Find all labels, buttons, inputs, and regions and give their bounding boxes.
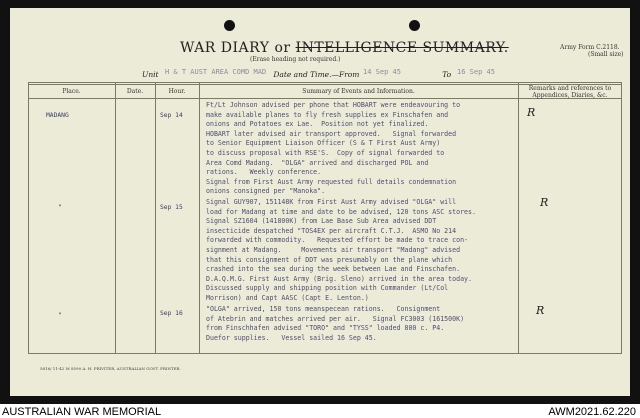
war-diary-sheet [10,8,630,396]
row-2-date: Sep 15 [160,204,183,211]
table-bottom-rule [28,353,622,354]
col-rule-0 [28,82,29,353]
datetime-label: Date and Time.—From [273,70,360,79]
row-1-initials: R [527,106,536,119]
footer-right-accession: AWM2021.62.220 [548,406,636,418]
row-1-date: Sep 14 [160,112,183,119]
printer-imprint: 5816/ 11-42 M 8590 A. H. PRIVITER, AUSTRALIAN GOVT. PRINTER. [40,366,181,371]
col-rule-1 [115,82,116,353]
col-rule-5 [621,82,622,353]
form-title [180,40,509,56]
col-rule-2 [155,82,156,353]
form-number-size: (Small size) [588,51,624,58]
form-title-main: WAR DIARY or [180,40,296,56]
row-1-summary: Ft/Lt Johnson advised per phone that HOBART were endeavouring to make available planes to fly fresh supplies ex Finschafen and onions and Potatoes ex Lae. Position not yet finalized. HOBART later advised air transport approved. Signal forwarded to Senior Equipment Liaison Officer (S & T First Aust Army) to discuss proposal with RSE'S. Copy of signal forwarded to Area Comd Madang. "OLGA" arrived and discharged POL and rations. Weekly conference. Signal from First Aust Army requested full details condemnation onions consigned per "Manoka". [206,101,461,196]
col-rule-3 [199,82,200,353]
unit-label: Unit [142,70,159,79]
table-top-rule [28,82,622,83]
col-rule-4 [518,82,519,353]
row-3-date: Sep 16 [160,310,183,317]
col-header-place: Place. [62,88,81,95]
row-1-place: MADANG [46,112,69,119]
col-header-summary: Summary of Events and Information. [302,88,415,95]
footer-left-credit: AUSTRALIAN WAR MEMORIAL [2,406,162,418]
form-title-struck: INTELLIGENCE SUMMARY. [295,40,509,56]
col-header-remarks: Remarks and references to Appendices, Diaries, &c. [528,85,612,99]
punch-hole-right [409,20,420,31]
form-number [560,44,624,58]
col-header-date: Date. [126,88,144,95]
col-header-hour: Hour. [168,88,186,95]
row-3-place: " [58,312,62,319]
row-2-initials: R [540,196,549,209]
row-3-initials: R [536,304,545,317]
row-3-summary: "OLGA" arrived, 150 tons meanspecean rations. Consignment of Atebrin and matches arrived per air. Signal FC3003 (161500K) from Finschhafen advised "TORO" and "TYSS" loaded 800 c. P4. Duefor supplies. Vessel sailed 16 Sep 45. [206,305,465,342]
to-label: To [442,70,452,79]
punch-hole-left [224,20,235,31]
form-subtitle: (Erase heading not required.) [250,56,341,63]
form-number-main: Army Form C.2118. [560,44,620,51]
from-date-value: 14 Sep 45 [363,68,401,76]
to-date-value: 16 Sep 45 [457,68,495,76]
row-2-summary: Signal GUY907, 151148K from First Aust Army advised "OLGA" will load for Madang at time and date to be advised, 120 tons ASC stores. Signal SZ1604 (141800K) from Lae Base Sub Area advised DDT insecticide despatched "TOS4EX per aircraft C.T.J. ASMO No 214 forwarded with commodity. Requested effort be made to trace con- signment at Madang. Movements air transport "Madang" advised that this consignment of DDT was presumably on the plane which crashed into the sea during the week between Lae and Finschafen. D.A.Q.M.G. First Aust Army (Brig. Sleno) arrived in the area today. Discussed supply and shipping position with Commander (Lt/Col Morrison) and Capt AASC (Capt E. Lenton.) [206,198,476,302]
unit-value: H & T AUST AREA COMD MAD [165,68,267,76]
row-2-place: " [58,204,62,211]
